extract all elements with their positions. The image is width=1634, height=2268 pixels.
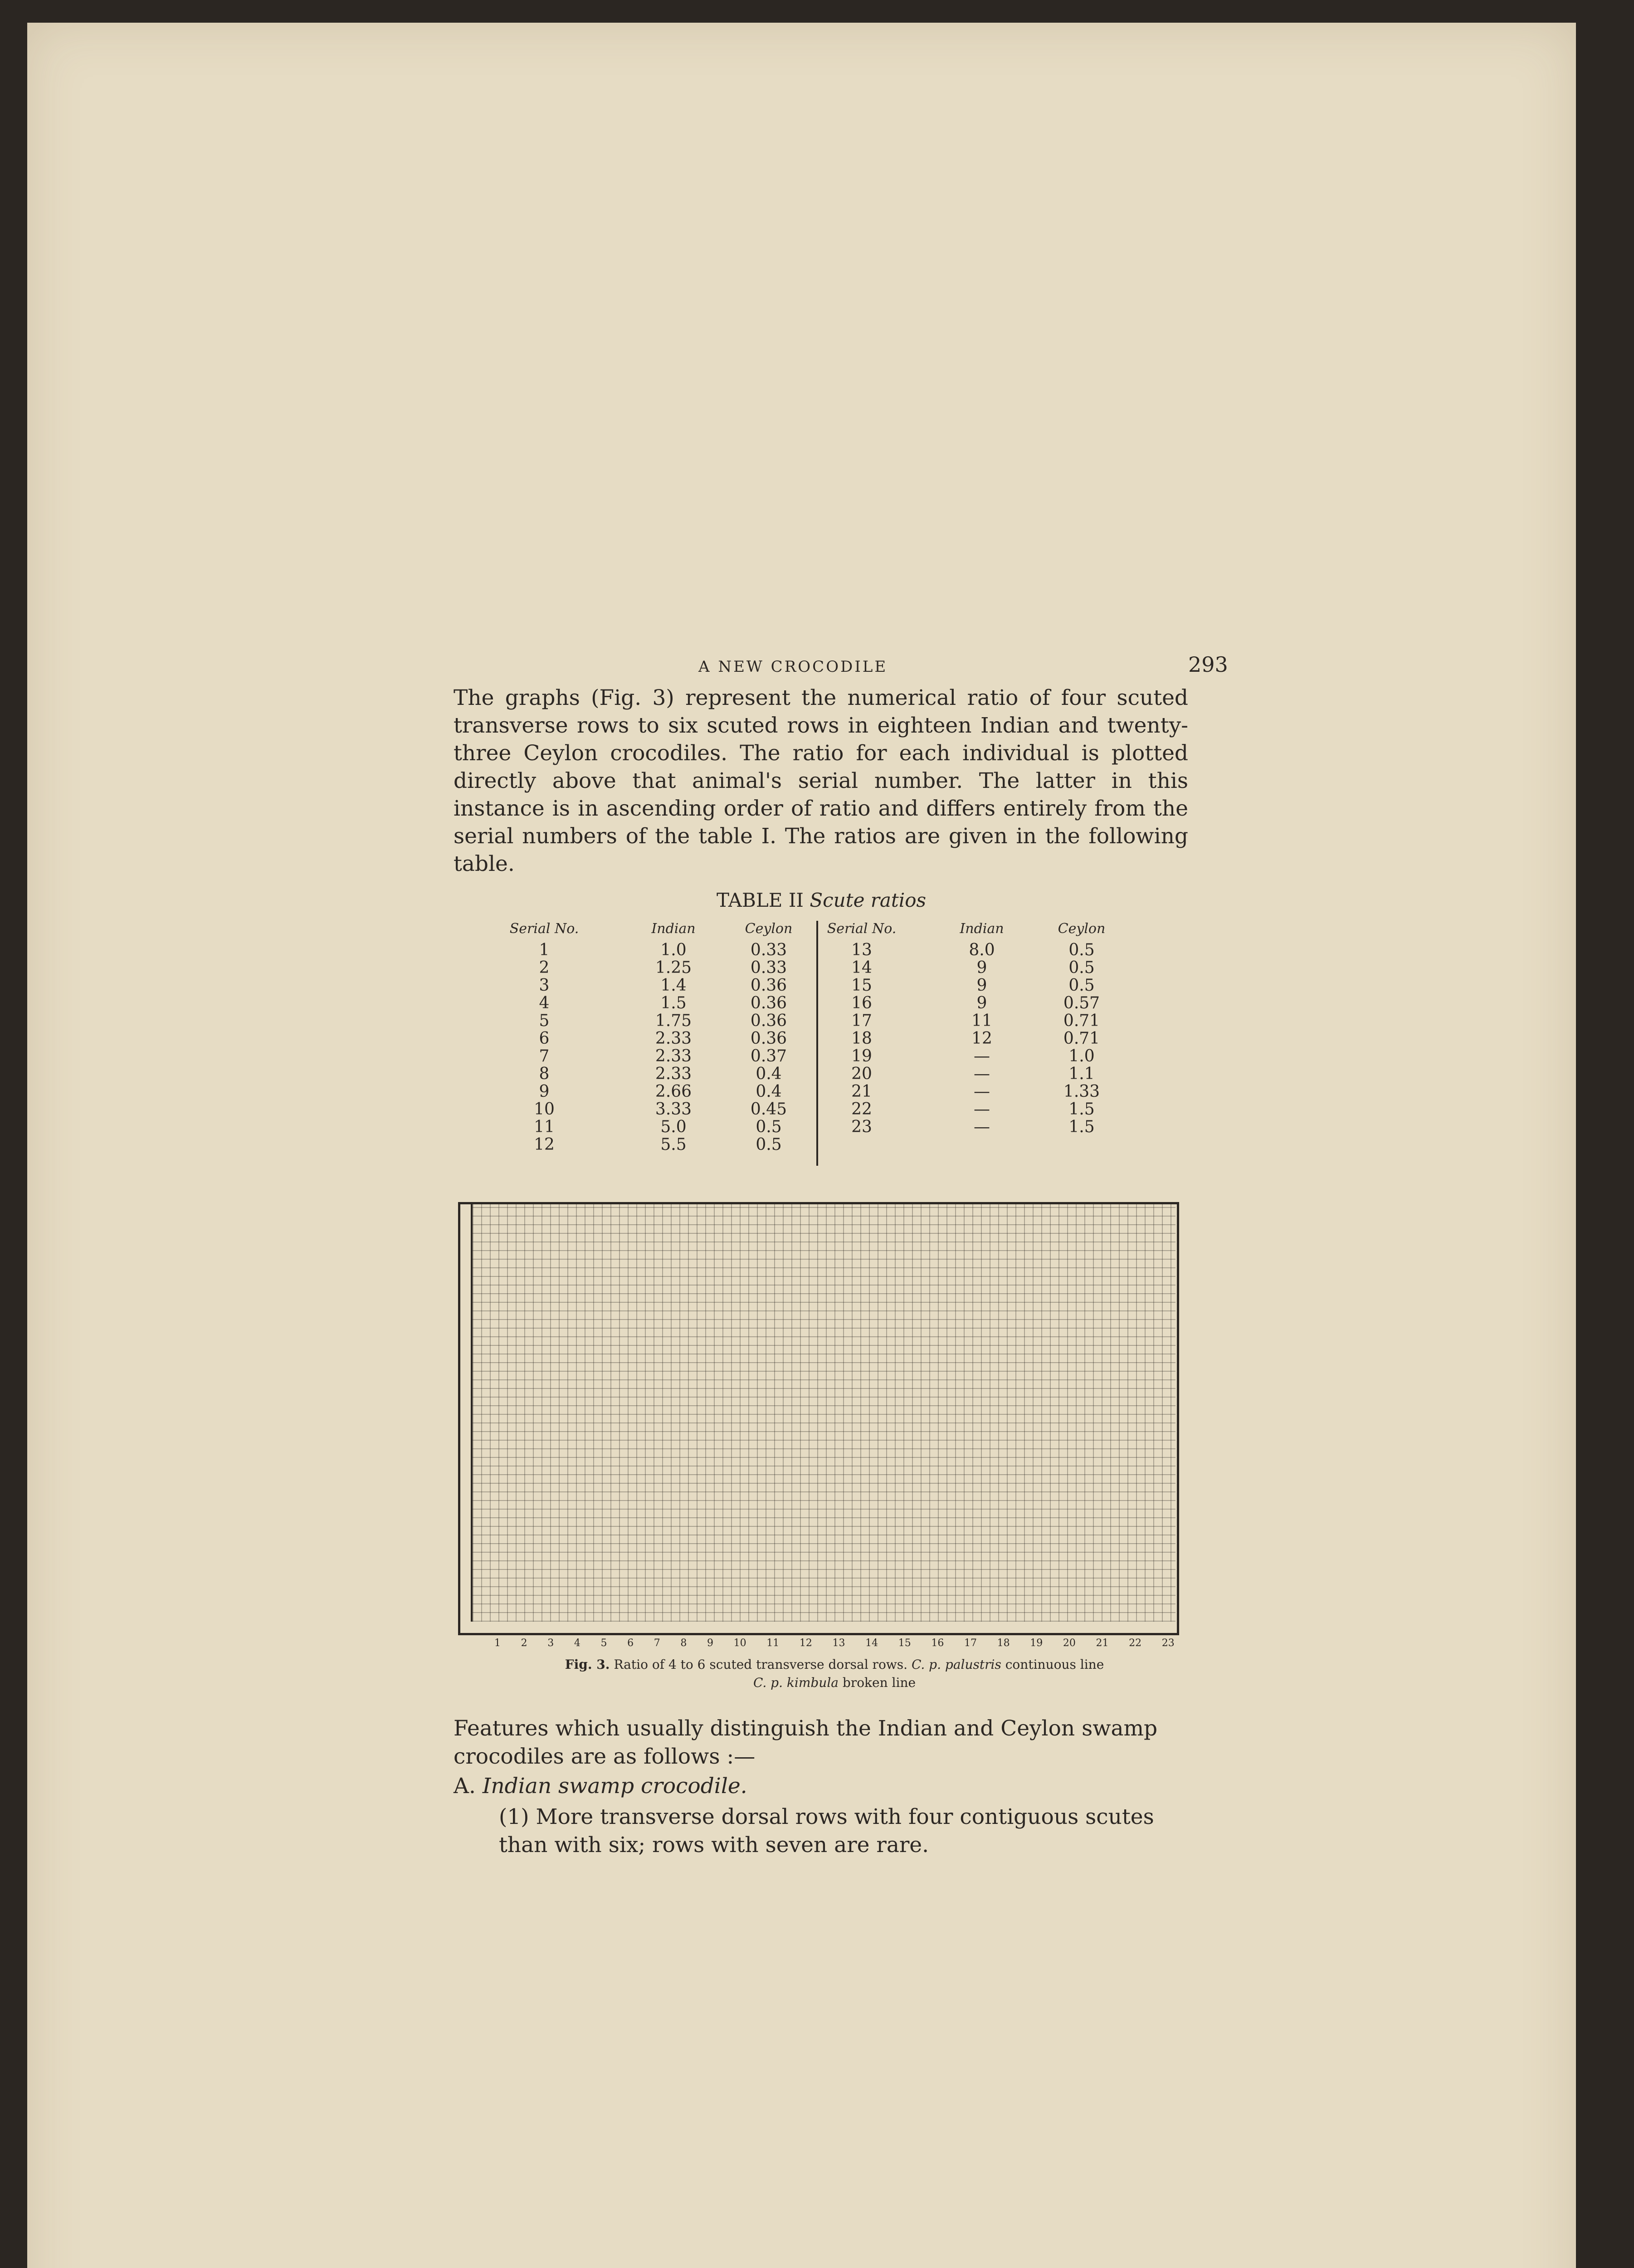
table-cell: 0.37: [750, 1047, 787, 1066]
caption-species-2: C. p. kimbula: [753, 1675, 839, 1690]
table-header-ceylon-right: Ceylon: [1058, 921, 1106, 937]
table-cell: 15: [851, 976, 872, 995]
table-cell: 1.25: [655, 958, 692, 977]
table-cell: 0.4: [756, 1065, 782, 1083]
x-tick-label: 3: [547, 1637, 554, 1649]
table-cell: 0.33: [750, 941, 787, 959]
table-cell: 11: [534, 1118, 555, 1136]
caption-text-2: continuous line: [1005, 1657, 1104, 1672]
table-cell: 0.71: [1063, 1029, 1100, 1048]
table-cell: 21: [851, 1082, 872, 1101]
x-tick-label: 18: [997, 1637, 1010, 1649]
table-cell: 0.36: [750, 976, 787, 995]
table-cell: 0.57: [1063, 994, 1100, 1012]
table-title: [717, 889, 926, 911]
table-cell: —: [974, 1065, 990, 1083]
x-tick-label: 17: [964, 1637, 977, 1649]
table-cell: 0.5: [1068, 976, 1095, 995]
table-cell: 2: [539, 958, 550, 977]
table-cell: —: [974, 1100, 990, 1119]
x-tick-label: 13: [832, 1637, 845, 1649]
table-cell: 0.5: [756, 1135, 782, 1154]
table-cell: 1.5: [660, 994, 687, 1012]
table-cell: 5.0: [660, 1118, 687, 1136]
table-cell: 5: [539, 1012, 550, 1030]
x-tick-label: 1: [494, 1637, 501, 1649]
table-title-prefix: TABLE II: [717, 889, 804, 911]
table-cell: 9: [539, 1082, 550, 1101]
x-tick-label: 7: [654, 1637, 660, 1649]
table-cell: 8.0: [969, 941, 995, 959]
table-cell: 6: [539, 1029, 550, 1048]
table-cell: 18: [851, 1029, 872, 1048]
x-tick-label: 9: [707, 1637, 713, 1649]
table-cell: 1: [539, 941, 550, 959]
table-cell: 2.33: [655, 1047, 692, 1066]
figure-label: Fig. 3.: [565, 1657, 610, 1672]
table-cell: 0.5: [1068, 941, 1095, 959]
table-cell: 20: [851, 1065, 872, 1083]
x-tick-label: 2: [521, 1637, 527, 1649]
table-cell: 1.4: [660, 976, 687, 995]
x-tick-label: 11: [766, 1637, 780, 1649]
table-cell: 0.36: [750, 994, 787, 1012]
table-cell: 2.33: [655, 1029, 692, 1048]
graph-x-axis-ticks: [494, 1637, 1175, 1649]
table-cell: 1.75: [655, 1012, 692, 1030]
table-header-indian-right: Indian: [960, 921, 1004, 937]
table-divider: [816, 921, 818, 1166]
table-cell: 1.1: [1068, 1065, 1095, 1083]
table-header-serial-right: Serial No.: [827, 921, 897, 937]
features-intro: Features which usually distinguish the Indian and Ceylon swamp crocodiles are as follows :—: [454, 1716, 1158, 1769]
table-cell: —: [974, 1118, 990, 1136]
figure-caption: [481, 1656, 1188, 1692]
intro-paragraph: The graphs (Fig. 3) represent the numerical ratio of four scuted transverse rows to six scuted rows in eighteen Indian and twenty-three Ceylon crocodiles. The ratio for each individual is plotted directly above that animal's serial number. The latter in this instance is in ascending order of ratio and differs entirely from the serial numbers of the table I. The ratios are given in the following table.: [454, 685, 1188, 876]
table-header-indian-left: Indian: [651, 921, 696, 937]
table-cell: 14: [851, 958, 872, 977]
caption-text-3: broken line: [842, 1675, 916, 1690]
table-cell: 12: [534, 1135, 555, 1154]
x-tick-label: 21: [1096, 1637, 1109, 1649]
x-tick-label: 8: [680, 1637, 687, 1649]
x-tick-label: 20: [1063, 1637, 1076, 1649]
caption-text: Ratio of 4 to 6 scuted transverse dorsal rows.: [614, 1657, 908, 1672]
table-cell: 17: [851, 1012, 872, 1030]
table-cell: 0.5: [1068, 958, 1095, 977]
table-header-serial-left: Serial No.: [509, 921, 579, 937]
table-cell: 12: [971, 1029, 992, 1048]
x-tick-label: 16: [931, 1637, 944, 1649]
x-tick-label: 14: [865, 1637, 878, 1649]
x-tick-label: 6: [627, 1637, 634, 1649]
table-cell: 9: [976, 976, 987, 995]
table-cell: 16: [851, 994, 872, 1012]
table-cell: —: [974, 1082, 990, 1101]
table-cell: 7: [539, 1047, 550, 1066]
x-tick-label: 23: [1161, 1637, 1175, 1649]
x-tick-label: 19: [1030, 1637, 1043, 1649]
section-a-title: Indian swamp crocodile.: [482, 1774, 747, 1799]
x-tick-label: 15: [898, 1637, 911, 1649]
table-cell: 0.5: [756, 1118, 782, 1136]
table-cell: 11: [971, 1012, 992, 1030]
table-cell: 0.33: [750, 958, 787, 977]
section-a-label: A.: [454, 1774, 476, 1799]
x-tick-label: 5: [600, 1637, 607, 1649]
table-header-ceylon-left: Ceylon: [745, 921, 793, 937]
table-cell: 13: [851, 941, 872, 959]
table-cell: 2.66: [655, 1082, 692, 1101]
running-title: A NEW CROCODILE: [698, 658, 888, 676]
table-cell: 9: [976, 994, 987, 1012]
table-cell: 1.0: [660, 941, 687, 959]
graph-grid: [471, 1204, 1176, 1622]
table-cell: 0.71: [1063, 1012, 1100, 1030]
table-cell: 1.0: [1068, 1047, 1095, 1066]
table-cell: 3: [539, 976, 550, 995]
page-number: 293: [1188, 652, 1228, 677]
table-cell: 10: [534, 1100, 555, 1119]
caption-species-1: C. p. palustris: [911, 1657, 1001, 1672]
table-cell: 0.4: [756, 1082, 782, 1101]
table-cell: 1.33: [1063, 1082, 1100, 1101]
x-tick-label: 12: [799, 1637, 812, 1649]
table-cell: 4: [539, 994, 550, 1012]
x-tick-label: 22: [1129, 1637, 1142, 1649]
table-cell: 0.45: [750, 1100, 787, 1119]
table-cell: —: [974, 1047, 990, 1066]
table-cell: 3.33: [655, 1100, 692, 1119]
table-cell: 1.5: [1068, 1118, 1095, 1136]
table-title-italic: Scute ratios: [810, 889, 927, 911]
table-cell: 23: [851, 1118, 872, 1136]
table-cell: 0.36: [750, 1012, 787, 1030]
table-cell: 9: [976, 958, 987, 977]
x-tick-label: 4: [574, 1637, 580, 1649]
table-cell: 19: [851, 1047, 872, 1066]
table-cell: 1.5: [1068, 1100, 1095, 1119]
table-cell: 5.5: [660, 1135, 687, 1154]
table-cell: 22: [851, 1100, 872, 1119]
table-cell: 0.36: [750, 1029, 787, 1048]
feature-item-1: (1) More transverse dorsal rows with four contiguous scutes than with six; rows with seven are rare.: [499, 1804, 1154, 1857]
table-cell: 2.33: [655, 1065, 692, 1083]
table-cell: 8: [539, 1065, 550, 1083]
x-tick-label: 10: [733, 1637, 746, 1649]
section-a-heading: [454, 1774, 747, 1799]
